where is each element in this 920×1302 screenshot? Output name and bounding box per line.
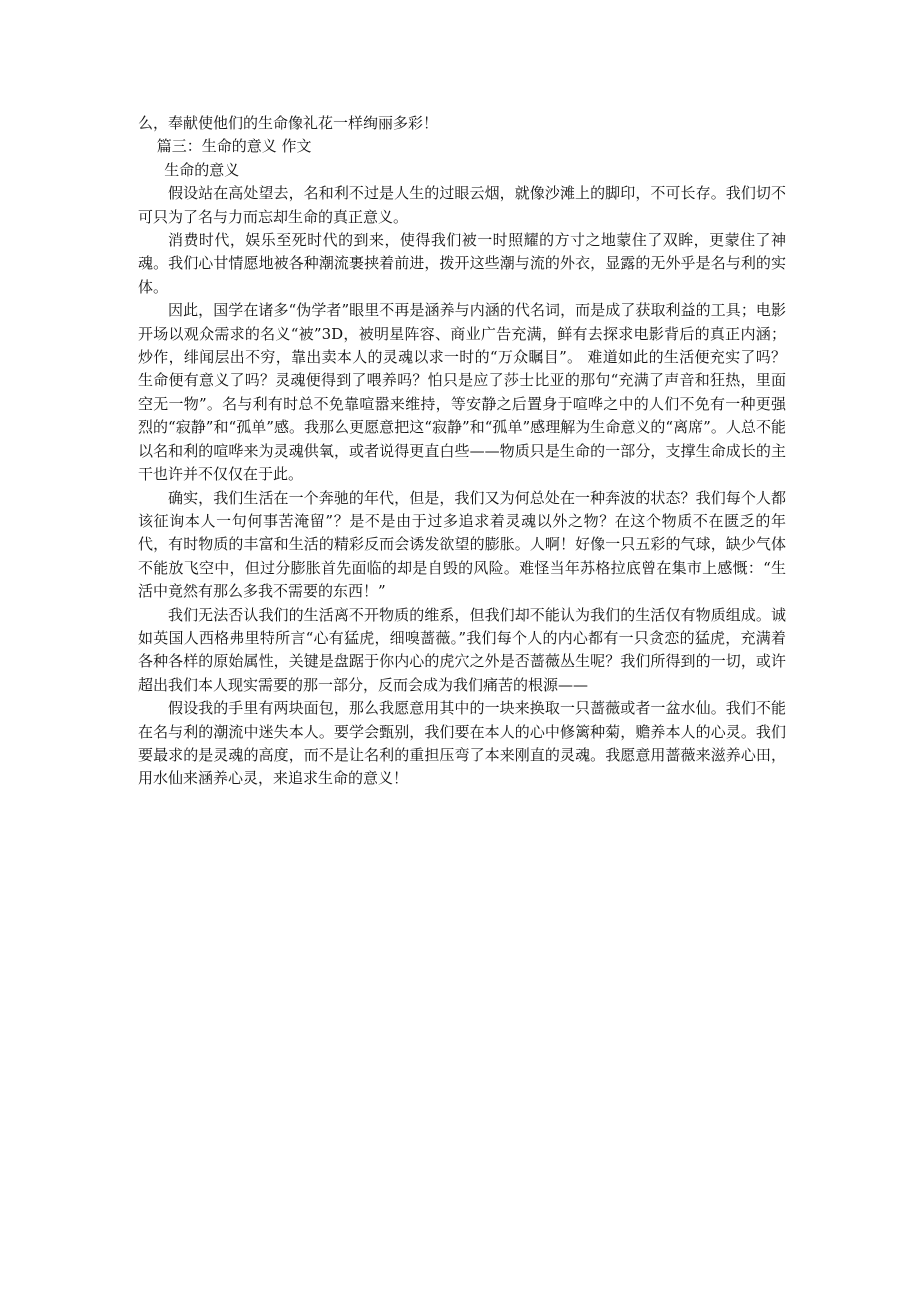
document-body — [138, 112, 786, 791]
opening-line: 么，奉献使他们的生命像礼花一样绚丽多彩！ — [138, 114, 439, 132]
essay-paragraph-4: 确实，我们生活在一个奔驰的年代，但是，我们又为何总处在一种奔波的状态？我们每个人都该征询本人一句何事苦淹留”？是不是由于过多追求着灵魂以外之物？在这个物质不在匮乏的年代，有时物质的丰富和生活的精彩反而会诱发欲望的膨胀。人啊！好像一只五彩的气球，缺少气体不能放飞空中，但过分膨胀首先面临的却是自毁的风险。难怪当年苏格拉底曾在集市上感慨：“生活中竟然有那么多我不需要的东西！” — [138, 488, 786, 601]
essay-paragraph-5: 我们无法否认我们的生活离不开物质的维系，但我们却不能认为我们的生活仅有物质组成。诚如英国人西格弗里特所言“心有猛虎，细嗅蔷薇。”我们每个人的内心都有一只贪恋的猛虎，充满着各种各样的原始属性，关键是盘踞于你内心的虎穴之外是否蔷薇丛生呢？我们所得到的一切，或许超出我们本人现实需要的那一部分，反而会成为我们痛苦的根源—— — [138, 605, 786, 694]
section-heading: 篇三：生命的意义 作文 — [156, 137, 312, 156]
essay-paragraph-3: 因此，国学在诸多“伪学者”眼里不再是涵养与内涵的代名词，而是成了获取利益的工具；电影开场以观众需求的名义“被”3D，被明星阵容、商业广告充满，鲜有去探求电影背后的真正内涵；炒作，绯闻层出不穷，靠出卖本人的灵魂以求一时的“万众瞩目”。 难道如此的生活便充实了吗？生命便有意义了吗？灵魂便得到了喂养吗？怕只是应了莎士比亚的那句“充满了声音和狂热，里面空无一物”。名与利有时总不免靠喧嚣来维持，等安静之后置身于喧哗之中的人们不免有一种更强烈的“寂静”和“孤单”感。我那么更愿意把这“寂静”和“孤单”感理解为生命意义的“离席”。人总不能以名和利的喧哗来为灵魂供氧，或者说得更直白些——物质只是生命的一部分，支撑生命成长的主干也许并不仅仅在于此。 — [138, 301, 786, 484]
essay-paragraph-2: 消费时代，娱乐至死时代的到来，使得我们被一时照耀的方寸之地蒙住了双眸，更蒙住了神魂。我们心甘情愿地被各种潮流裹挟着前进，拨开这些潮与流的外衣，显露的无外乎是名与利的实体。 — [138, 231, 786, 296]
essay-paragraph-1: 假设站在高处望去，名和利不过是人生的过眼云烟，就像沙滩上的脚印，不可长存。我们切不可只为了名与力而忘却生命的真正意义。 — [138, 184, 786, 226]
essay-title: 生命的意义 — [164, 160, 240, 179]
essay-paragraph-6: 假设我的手里有两块面包，那么我愿意用其中的一块来换取一只蔷薇或者一盆水仙。我们不能在名与利的潮流中迷失本人。要学会甄别，我们要在本人的心中修篱种菊，赡养本人的心灵。我们要最求的是灵魂的高度，而不是让名利的重担压弯了本来刚直的灵魂。我愿意用蔷薇来滋养心田，用水仙来涵养心灵，来追求生命的意义！ — [138, 699, 786, 788]
